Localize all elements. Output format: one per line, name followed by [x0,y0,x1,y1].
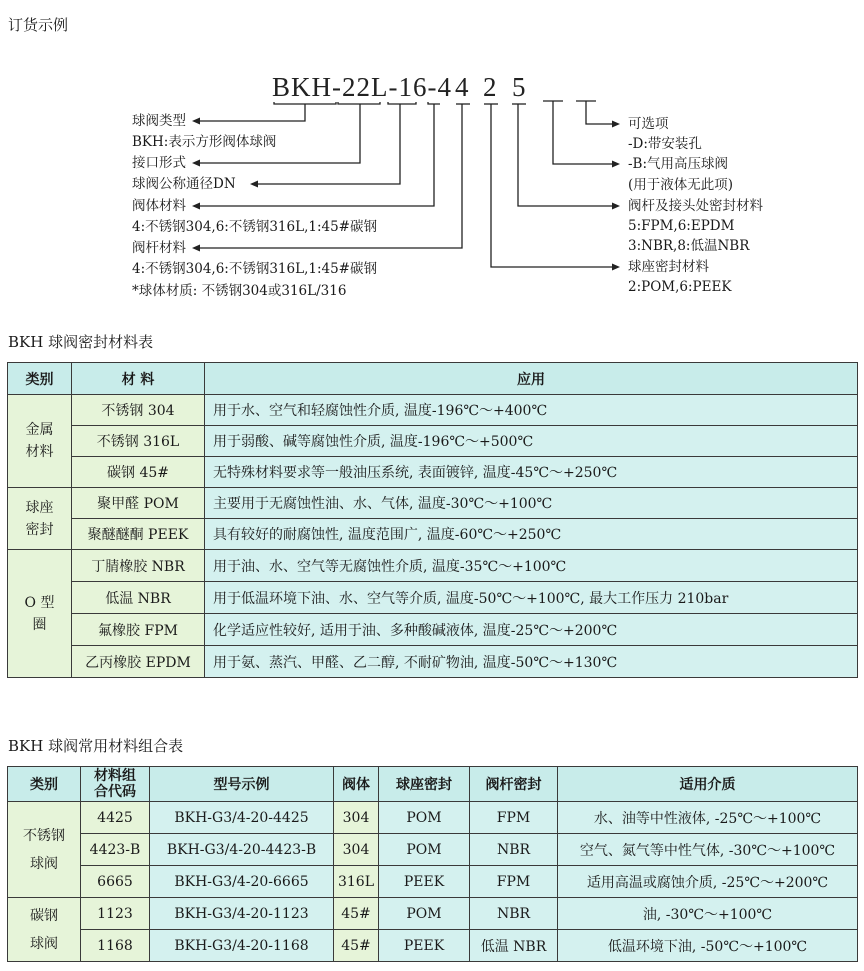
label-seat-seal-options: 2:POM,6:PEEK [628,279,732,295]
combo-code: 1168 [81,930,150,962]
label-stem-seal-options-1: 5:FPM,6:EPDM [628,218,735,234]
label-body-material: 阀体材料 [132,198,186,214]
material-cell: 氟橡胶 FPM [72,614,205,646]
label-option-b: -B:气用高压球阀 [628,156,729,172]
medium: 适用高温或腐蚀介质, -25℃～+200℃ [558,866,858,898]
seat-seal: POM [379,834,470,866]
category-seat-seal: 球座 密封 [8,488,72,550]
combo-table-title: BKH 球阀常用材料组合表 [8,737,184,755]
medium: 油, -30℃～+100℃ [558,898,858,930]
header-combo-code: 材料组 合代码 [81,767,150,802]
label-option-b-note: (用于液体无此项) [628,177,734,193]
label-nominal-dn: 球阀公称通径DN [132,176,236,192]
order-code-digit-3: 5 [512,72,526,102]
header-body: 阀体 [334,767,379,802]
header-application: 应用 [205,363,858,395]
application-cell: 化学适应性较好, 适用于油、多种酸碱液体, 温度-25℃～+200℃ [205,614,858,646]
header-model-example: 型号示例 [150,767,334,802]
medium: 空气、氮气等中性气体, -30℃～+100℃ [558,834,858,866]
application-cell: 用于氨、蒸汽、甲醛、乙二醇, 不耐矿物油, 温度-50℃～+130℃ [205,646,858,678]
header-stem-seal: 阀杆密封 [470,767,558,802]
body-material: 316L [334,866,379,898]
combo-code: 1123 [81,898,150,930]
stem-seal: NBR [470,898,558,930]
material-cell: 低温 NBR [72,582,205,614]
material-cell: 聚醚醚酮 PEEK [72,519,205,550]
material-cell: 乙丙橡胶 EPDM [72,646,205,678]
label-stem-seal-options-2: 3:NBR,8:低温NBR [628,238,750,254]
label-valve-type: 球阀类型 [132,113,186,129]
body-material: 45# [334,930,379,962]
application-cell: 用于弱酸、碱等腐蚀性介质, 温度-196℃～+500℃ [205,426,858,457]
stem-seal: NBR [470,834,558,866]
category-carbon-valve: 碳钢 球阀 [8,898,81,962]
medium: 低温环境下油, -50℃～+100℃ [558,930,858,962]
header-seat-seal: 球座密封 [379,767,470,802]
material-cell: 不锈钢 316L [72,426,205,457]
category-o-ring: O 型 圈 [8,550,72,678]
label-port-type: 接口形式 [132,155,186,171]
label-seat-seal: 球座密封材料 [628,259,709,275]
application-cell: 无特殊材料要求等一般油压系统, 表面镀锌, 温度-45℃～+250℃ [205,457,858,488]
body-material: 45# [334,898,379,930]
material-cell: 碳钢 45# [72,457,205,488]
stem-seal: FPM [470,802,558,834]
material-combo-table [7,766,858,962]
label-option-d: -D:带安装孔 [628,136,702,152]
model-example: BKH-G3/4-20-4425 [150,802,334,834]
medium: 水、油等中性液体, -25℃～+100℃ [558,802,858,834]
label-bkh-desc: BKH:表示方形阀体球阀 [132,134,277,150]
body-material: 304 [334,834,379,866]
seal-table-title: BKH 球阀密封材料表 [8,333,154,351]
material-cell: 丁腈橡胶 NBR [72,550,205,582]
label-stem-seal: 阀杆及接头处密封材料 [628,198,763,214]
seat-seal: PEEK [379,866,470,898]
label-stem-material: 阀杆材料 [132,240,186,256]
application-cell: 用于水、空气和轻腐蚀性介质, 温度-196℃～+400℃ [205,395,858,426]
order-code-digit-1: 4 [455,72,469,102]
category-metal: 金属 材料 [8,395,72,488]
material-cell: 不锈钢 304 [72,395,205,426]
application-cell: 用于油、水、空气等无腐蚀性介质, 温度-35℃～+100℃ [205,550,858,582]
combo-code: 6665 [81,866,150,898]
label-stem-material-options: 4:不锈钢304,6:不锈钢316L,1:45#碳钢 [132,261,377,277]
stem-seal: 低温 NBR [470,930,558,962]
seat-seal: PEEK [379,930,470,962]
body-material: 304 [334,802,379,834]
order-example-title: 订货示例 [8,16,69,34]
seat-seal: POM [379,802,470,834]
order-code-digit-2: 2 [483,72,497,102]
model-example: BKH-G3/4-20-4423-B [150,834,334,866]
application-cell: 用于低温环境下油、水、空气等介质, 温度-50℃～+100℃, 最大工作压力 210bar [205,582,858,614]
stem-seal: FPM [470,866,558,898]
seal-material-table [7,362,858,678]
model-example: BKH-G3/4-20-6665 [150,866,334,898]
header-material: 材 料 [72,363,205,395]
header-category: 类别 [8,363,72,395]
combo-code: 4425 [81,802,150,834]
combo-code: 4423-B [81,834,150,866]
model-example: BKH-G3/4-20-1168 [150,930,334,962]
material-cell: 聚甲醛 POM [72,488,205,519]
model-example: BKH-G3/4-20-1123 [150,898,334,930]
application-cell: 主要用于无腐蚀性油、水、气体, 温度-30℃～+100℃ [205,488,858,519]
category-stainless-valve: 不锈钢 球阀 [8,802,81,898]
label-body-material-options: 4:不锈钢304,6:不锈钢316L,1:45#碳钢 [132,219,377,235]
label-ball-material: *球体材质: 不锈钢304或316L/316 [132,283,347,299]
label-options: 可选项 [628,116,669,132]
order-code-main: BKH-22L-16-4 [272,72,452,102]
header-medium: 适用介质 [558,767,858,802]
seat-seal: POM [379,898,470,930]
application-cell: 具有较好的耐腐蚀性, 温度范围广, 温度-60℃～+250℃ [205,519,858,550]
header-category: 类别 [8,767,81,802]
